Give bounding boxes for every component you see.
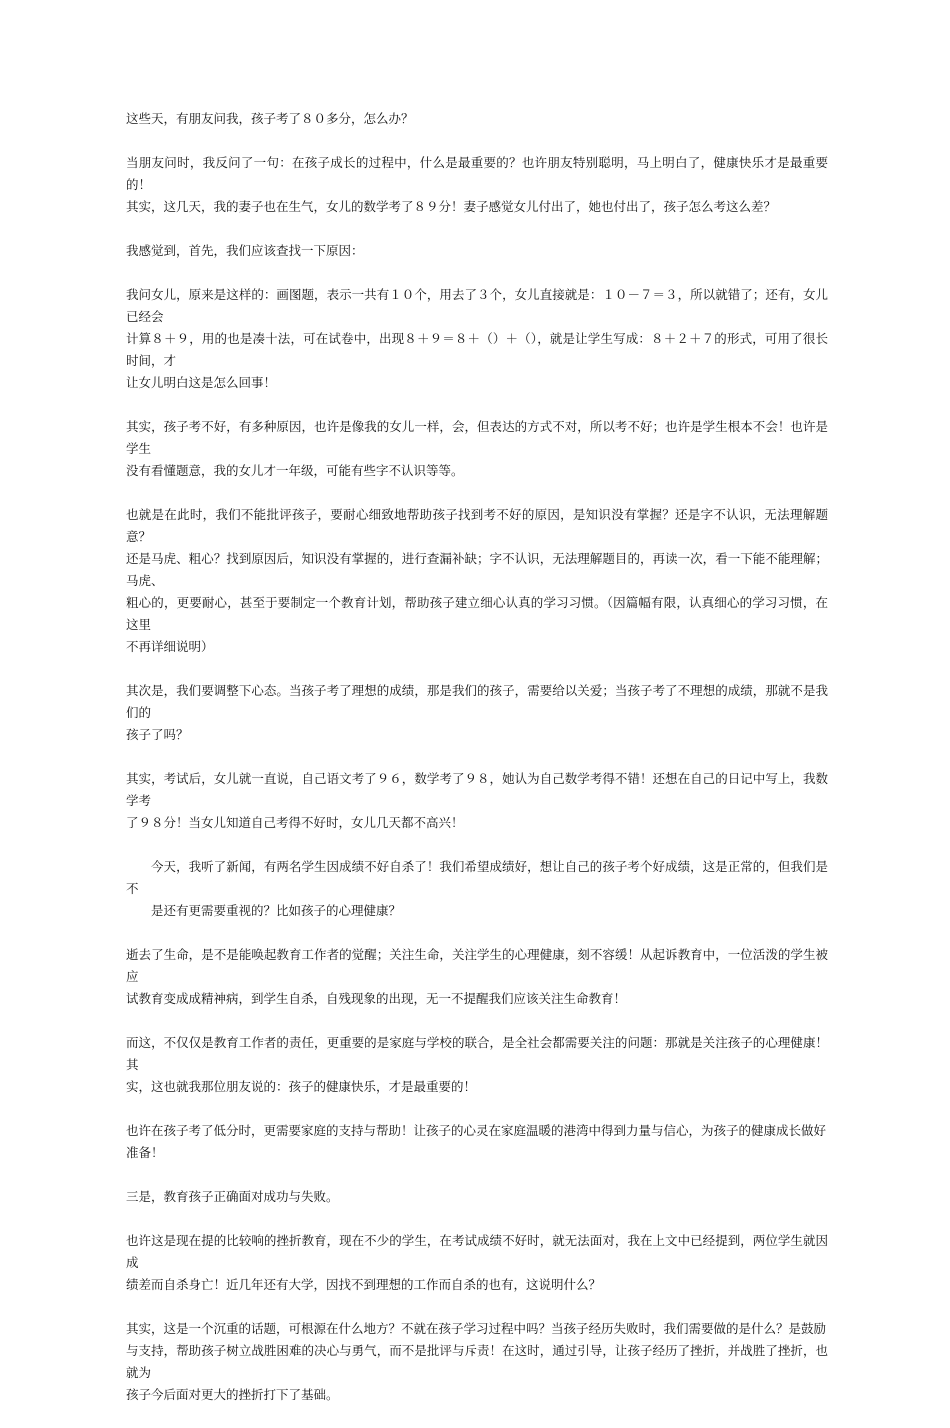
paragraph bbox=[126, 1318, 828, 1406]
paragraph bbox=[126, 856, 828, 922]
text-line: 也许在孩子考了低分时，更需要家庭的支持与帮助！让孩子的心灵在家庭温暖的港湾中得到力量与信心，为孩子的健康成长做好 bbox=[126, 1123, 827, 1138]
paragraph bbox=[126, 108, 828, 130]
text-line: 孩子了吗？ bbox=[126, 727, 189, 742]
text-line: 也许这是现在提的比较响的挫折教育，现在不少的学生，在考试成绩不好时，就无法面对，我在上文中已经提到，两位学生就因成 bbox=[126, 1233, 828, 1270]
paragraph bbox=[126, 152, 828, 218]
paragraph bbox=[126, 1230, 828, 1296]
text-line: 让女儿明白这是怎么回事！ bbox=[126, 375, 277, 390]
text-line: 而这，不仅仅是教育工作者的责任，更重要的是家庭与学校的联合，是全社会都需要关注的问题：那就是关注孩子的心理健康！其 bbox=[126, 1035, 828, 1072]
text-line: 试教育变成成精神病，到学生自杀，自残现象的出现，无一不提醒我们应该关注生命教育！ bbox=[126, 991, 627, 1006]
text-line: 这些天，有朋友问我，孩子考了８０多分，怎么办？ bbox=[126, 111, 414, 126]
paragraph bbox=[126, 1032, 828, 1098]
text-line: 与支持，帮助孩子树立战胜困难的决心与勇气，而不是批评与斥责！在这时，通过引导，让孩子经历了挫折，并战胜了挫折，也就为 bbox=[126, 1343, 828, 1380]
paragraph bbox=[126, 240, 828, 262]
paragraph bbox=[126, 768, 828, 834]
text-line: 我问女儿，原来是这样的：画图题，表示一共有１０个，用去了３个，女儿直接就是：１０－７＝３，所以就错了；还有，女儿已经会 bbox=[126, 287, 828, 324]
text-line: 其实，考试后，女儿就一直说，自己语文考了９６，数学考了９８，她认为自己数学考得不错！还想在自己的日记中写上，我数学考 bbox=[126, 771, 828, 808]
document-body bbox=[126, 108, 828, 1428]
text-line: 三是，教育孩子正确面对成功与失败。 bbox=[126, 1189, 339, 1204]
text-line: 实，这也就我那位朋友说的：孩子的健康快乐，才是最重要的！ bbox=[126, 1079, 477, 1094]
paragraph bbox=[126, 284, 828, 394]
text-line: 其次是，我们要调整下心态。当孩子考了理想的成绩，那是我们的孩子，需要给以关爱；当孩子考了不理想的成绩，那就不是我们的 bbox=[126, 683, 828, 720]
text-line: 其实，这几天，我的妻子也在生气，女儿的数学考了８９分！妻子感觉女儿付出了，她也付出了，孩子怎么考这么差？ bbox=[126, 199, 777, 214]
text-line: 其实，孩子考不好，有多种原因，也许是像我的女儿一样，会，但表达的方式不对，所以考不好；也许是学生根本不会！也许是学生 bbox=[126, 419, 828, 456]
text-line: 逝去了生命，是不是能唤起教育工作者的觉醒；关注生命，关注学生的心理健康，刻不容缓！从起诉教育中，一位活泼的学生被应 bbox=[126, 947, 828, 984]
text-line: 当朋友问时，我反问了一句：在孩子成长的过程中，什么是最重要的？也许朋友特别聪明，马上明白了，健康快乐才是最重要的！ bbox=[126, 155, 828, 192]
paragraph bbox=[126, 416, 828, 482]
paragraph bbox=[126, 504, 828, 658]
text-line: 孩子今后面对更大的挫折打下了基础。 bbox=[126, 1387, 339, 1402]
text-line: 其实，这是一个沉重的话题，可根源在什么地方？不就在孩子学习过程中吗？当孩子经历失败时，我们需要做的是什么？是鼓励 bbox=[126, 1321, 827, 1336]
text-line: 了９８分！当女儿知道自己考得不好时，女儿几天都不高兴！ bbox=[126, 815, 464, 830]
text-line: 还是马虎、粗心？找到原因后，知识没有掌握的，进行查漏补缺；字不认识，无法理解题目的，再读一次，看一下能不能理解；马虎、 bbox=[126, 551, 828, 588]
text-line: 是还有更需要重视的？比如孩子的心理健康？ bbox=[151, 903, 402, 918]
text-line: 也就是在此时，我们不能批评孩子，要耐心细致地帮助孩子找到考不好的原因，是知识没有掌握？还是字不认识，无法理解题意？ bbox=[126, 507, 828, 544]
text-line: 绩差而自杀身亡！近几年还有大学，因找不到理想的工作而自杀的也有，这说明什么？ bbox=[126, 1277, 602, 1292]
paragraph bbox=[126, 1186, 828, 1208]
text-line: 不再详细说明） bbox=[126, 639, 214, 654]
paragraph bbox=[126, 1120, 828, 1164]
text-line: 粗心的，更要耐心，甚至于要制定一个教育计划，帮助孩子建立细心认真的学习习惯。（因篇幅有限，认真细心的学习习惯，在这里 bbox=[126, 595, 828, 632]
text-line: 今天，我听了新闻，有两名学生因成绩不好自杀了！我们希望成绩好，想让自己的孩子考个好成绩，这是正常的，但我们是不 bbox=[126, 859, 828, 896]
paragraph bbox=[126, 680, 828, 746]
text-line: 计算８＋９，用的也是凑十法，可在试卷中，出现８＋９＝８＋（）＋（），就是让学生写成：８＋２＋７的形式，可用了很长时间，才 bbox=[126, 331, 828, 368]
paragraph bbox=[126, 944, 828, 1010]
text-line: 没有看懂题意，我的女儿才一年级，可能有些字不认识等等。 bbox=[126, 463, 464, 478]
text-line: 我感觉到，首先，我们应该查找一下原因： bbox=[126, 243, 364, 258]
text-line: 准备！ bbox=[126, 1145, 164, 1160]
